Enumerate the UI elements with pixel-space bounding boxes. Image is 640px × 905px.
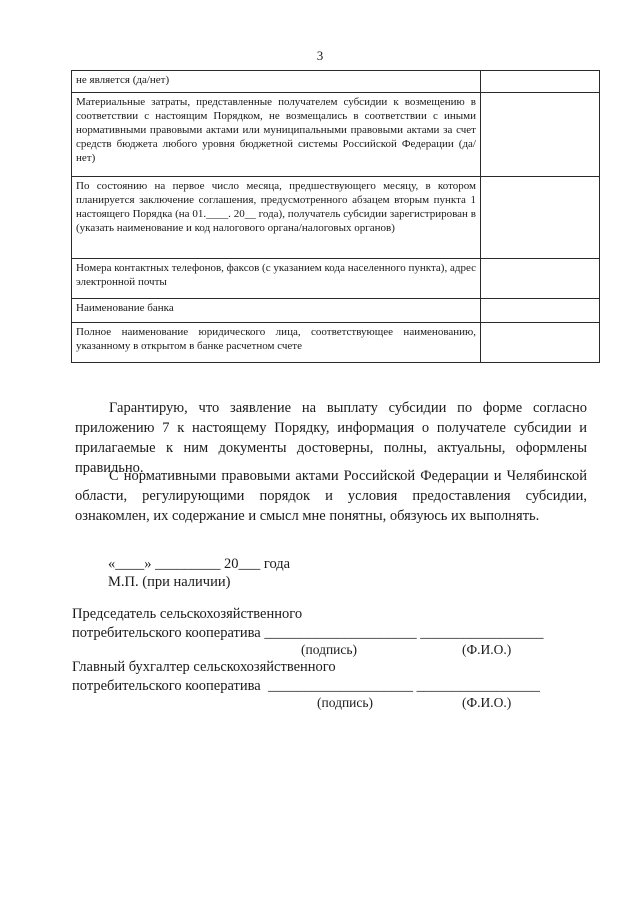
table-cell-answer [481,177,600,259]
accountant-signature-caption: (подпись) [317,695,374,710]
table-row [72,177,600,259]
table-cell-answer [481,71,600,93]
table-cell-question: Материальные затраты, представленные получателем субсидии к возмещению в соответствии с настоящим Порядком, не возмещались в соответствии с иными нормативными правовыми актами или муниципальными правовыми актами за счет средств бюджета любого уровня бюджетной системы Российской Федерации (да/нет) [72,93,481,177]
chairman-title: Председатель сельскохозяйственного [72,606,303,622]
acquaintance-paragraph: С нормативными правовыми актами Российской Федерации и Челябинской области, регулирующими порядок и условия предоставления субсидии, ознакомлен, их содержание и смысл мне понятны, обязуюсь их выполнять. [75,468,587,524]
table-cell-question: Номера контактных телефонов, факсов (с указанием кода населенного пункта), адрес электронной почты [72,259,481,299]
accountant-title: Главный бухгалтер сельскохозяйственного [72,659,336,675]
table-cell-question: Наименование банка [72,299,481,323]
table-row [72,323,600,363]
table-row [72,299,600,323]
page-number: 3 [316,48,324,63]
table-cell-question: не является (да/нет) [72,71,481,93]
table-cell-answer [481,323,600,363]
seal-note: М.П. (при наличии) [108,574,231,590]
table-cell-answer [481,259,600,299]
table-cell-question: Полное наименование юридического лица, соответствующее наименованию, указанному в открытом в банке расчетном счете [72,323,481,363]
table-cell-answer [481,93,600,177]
accountant-name-caption: (Ф.И.О.) [462,695,512,710]
guarantee-paragraph: Гарантирую, что заявление на выплату субсидии по форме согласно приложению 7 к настоящему Порядку, информация о получателе субсидии и прилагаемые к ним документы достоверны, полны, актуальны, оформлены правильно. [75,400,587,476]
chairman-signature-caption: (подпись) [301,642,358,657]
chairman-name-caption: (Ф.И.О.) [462,642,512,657]
table-cell-answer [481,299,600,323]
accountant-signature-line: потребительского кооператива ____________________ _________________ [72,678,540,694]
date-line: «____» _________ 20___ года [108,556,291,572]
table-cell-question: По состоянию на первое число месяца, предшествующего месяцу, в котором планируется заключение соглашения, предусмотренного абзацем вторым пункта 1 настоящего Порядка (на 01.____. 20__ года), получатель субсидии зарегистрирован в (указать наименование и код налогового органа/налоговых органов) [72,177,481,259]
table-row [72,93,600,177]
table-row [72,71,600,93]
table-row [72,259,600,299]
applicant-info-table [71,70,600,363]
chairman-signature-line: потребительского кооператива _____________________ _________________ [72,625,544,641]
